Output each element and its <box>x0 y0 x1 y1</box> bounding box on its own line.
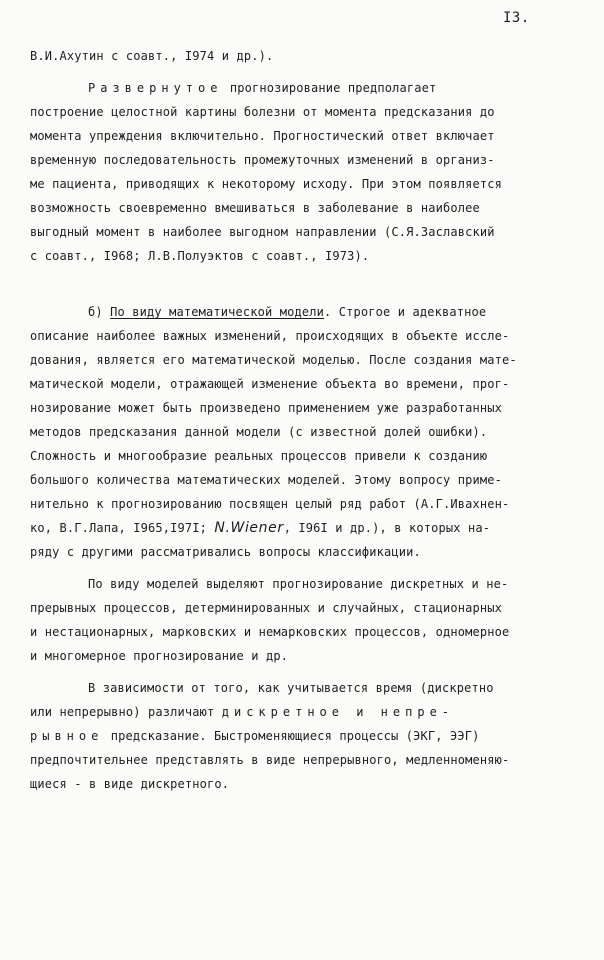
text-span: ко, В.Г.Лапа, I965,I97I; <box>30 521 215 535</box>
text-line: В зависимости от того, как учитывается время (дискретно <box>88 681 494 695</box>
text-line: щиеся - в виде дискретного. <box>30 777 230 791</box>
text-span: прогнозирование предполагает <box>222 81 437 95</box>
text-line: временную последовательность промежуточных изменений в организ- <box>30 153 495 167</box>
text-span: , I96I и др.), в которых на- <box>283 521 491 535</box>
text-line: возможность своевременно вмешиваться в заболевание в наиболее <box>30 201 480 215</box>
text-line: По виду моделей выделяют прогнозирование дискретных и не- <box>88 577 509 591</box>
text-line: и нестационарных, марковских и немарковских процессов, одномерное <box>30 625 510 639</box>
text-line: и многомерное прогнозирование и др. <box>30 649 289 663</box>
text-line <box>30 704 585 720</box>
text-line: прерывных процессов, детерминированных и случайных, стационарных <box>30 601 502 615</box>
text-line: построение целостной картины болезни от момента предсказания до <box>30 105 495 119</box>
text-line: большого количества математических моделей. Этому вопросу приме- <box>30 473 502 487</box>
text-span: . Строгое и адекватное <box>324 305 487 319</box>
text-line <box>30 520 585 536</box>
text-line: ряду с другими рассматривались вопросы классификации. <box>30 545 421 559</box>
text-line: описание наиболее важных изменений, происходящих в объекте иссле- <box>30 329 510 343</box>
text-line: ме пациента, приводящих к некоторому исходу. При этом появляется <box>30 177 502 191</box>
text-line <box>88 80 604 96</box>
text-line: нительно к прогнозированию посвящен целый ряд работ (А.Г.Ивахнен- <box>30 497 510 511</box>
spaced-emphasis: рывное <box>30 729 104 743</box>
text-line: с соавт., I968; Л.В.Полуэктов с соавт., I973). <box>30 249 370 263</box>
page-number: I3. <box>503 10 530 26</box>
text-line: дования, является его математической моделью. После создания мате- <box>30 353 517 367</box>
text-line: методов предсказания данной модели (с известной долей ошибки). <box>30 425 488 439</box>
handwritten-name: N.Wiener <box>214 520 284 536</box>
text-line: выгодный момент в наиболее выгодном направлении (С.Я.Заславский <box>30 225 495 239</box>
spaced-emphasis: дискретное и непре- <box>221 705 455 719</box>
text-line <box>88 304 604 320</box>
text-line: Сложность и многообразие реальных процессов привели к созданию <box>30 449 488 463</box>
text-line: момента упреждения включительно. Прогностический ответ включает <box>30 129 495 143</box>
text-line: матической модели, отражающей изменение объекта во времени, прог- <box>30 377 510 391</box>
text-span: б) <box>88 305 111 319</box>
text-line <box>30 728 585 744</box>
text-line: нозирование может быть произведено применением уже разработанных <box>30 401 502 415</box>
section-heading: По виду математической модели <box>110 305 324 319</box>
text-line: предпочтительнее представлять в виде непрерывного, медленноменяю- <box>30 753 510 767</box>
spaced-emphasis: Развернутое <box>88 81 223 95</box>
text-span: или непрерывно) различают <box>30 705 222 719</box>
text-span: предсказание. Быстроменяющиеся процессы (ЭКГ, ЭЭГ) <box>103 729 480 743</box>
text-line: В.И.Ахутин с соавт., I974 и др.). <box>30 49 274 63</box>
